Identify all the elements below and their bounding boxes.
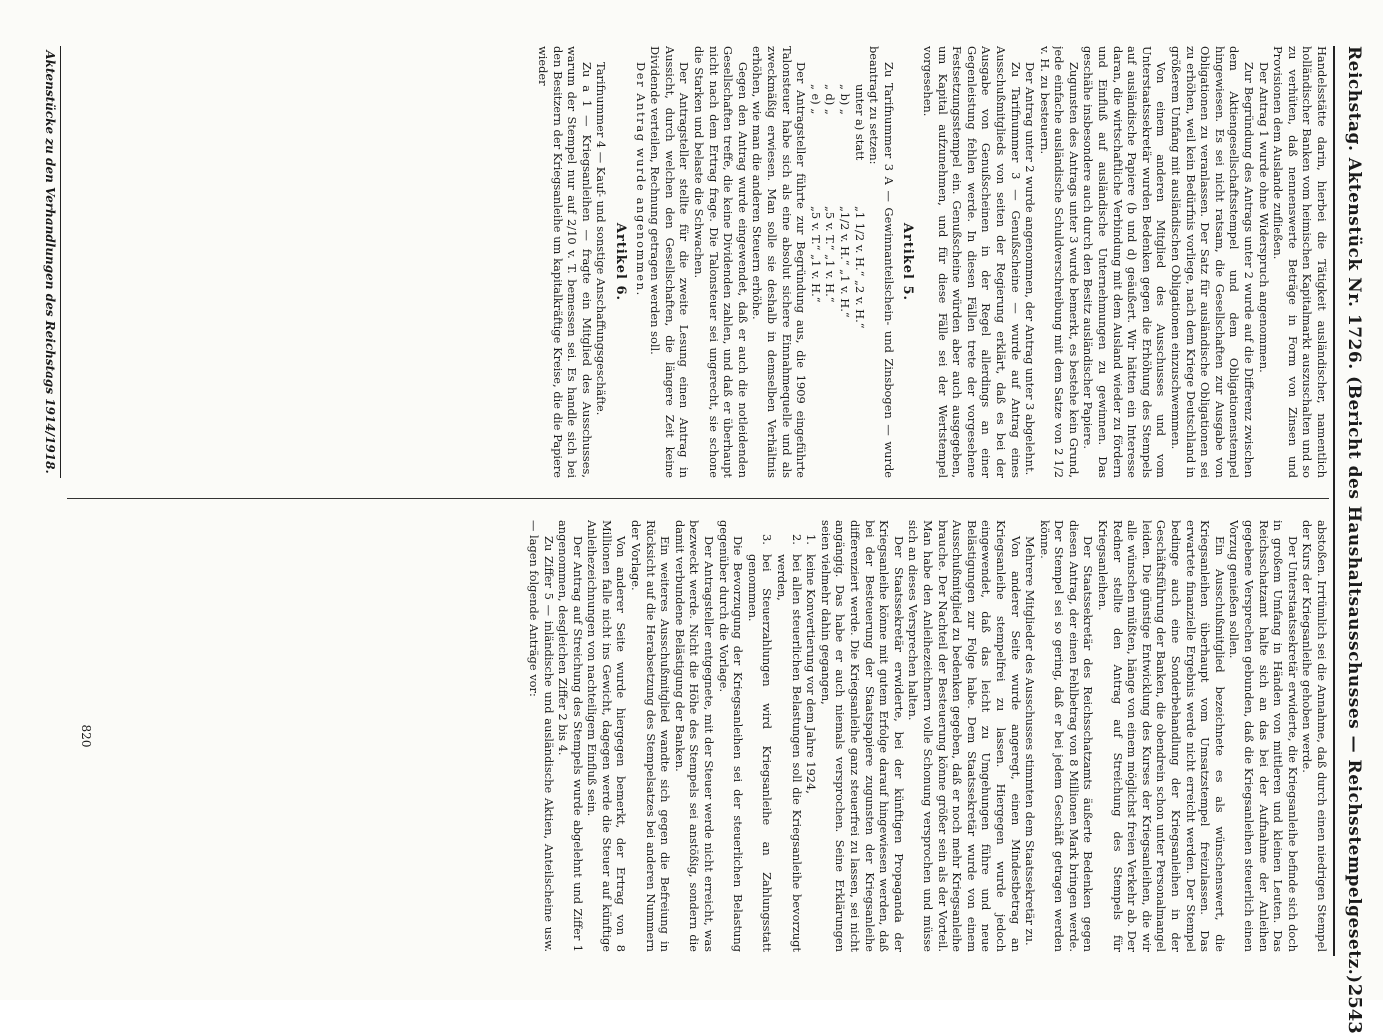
paragraph: Handelsstätte darin, hierbei die Tätigkeit ausländischer, namentlich holländischer Banken vom heimischen Kapitalmarkt auszuschalten und so zu verhüten, daß nennenswerte Beträge in Form von Zinsen und Provisionen dem Auslande zufließen. [1271, 46, 1329, 478]
tariff-value: „5 v. T.“ „1 v. H.“ [808, 206, 823, 303]
page-title: Reichstag. Aktenstück Nr. 1726. (Bericht des Haushaltsausschusses — Reichsstempelgesetz.) [1344, 46, 1364, 984]
list-number: 3. [760, 534, 775, 545]
paragraph: Tarifnummer 4 — Kauf- und sonstige Anschaffungsgeschäfte. [594, 62, 609, 416]
paragraph: Mehrere Mitglieder des Ausschusses stimmten dem Staatssekretär zu. [1023, 536, 1038, 946]
list-number: 2. [789, 534, 804, 545]
paragraph: Die Bevorzugung der Kriegsanleihen sei der steuerlichen Belastung gegenüber durch die Vorlage. [716, 520, 746, 952]
paragraph: abstoßen. Irrtümlich sei die Annahme, daß durch einen niedrigen Stempel der Kurs der Kriegsanleihe gehoben werde. [1300, 520, 1329, 952]
folio-number: 820 [79, 724, 93, 748]
left-column [67, 46, 1329, 478]
column-divider [67, 498, 1329, 499]
page-number: 2543 [1344, 983, 1365, 1034]
paragraph: Ein Ausschußmitglied bezeichnete es als wünschenswert, die Kriegsanleihen überhaupt vom Umsatzstempel freizulassen. Das erwartete finanzielle Ergebnis werde nicht erreicht werden. Der Stempel bedinge auch eine Sonderbehandlung der Kriegsanleihen in der Geschäftsführung der Banken, die obendrein schon unter Personalmangel leiden. Die günstige Entwicklung des Kurses der Kriegsanleihen, die wir alle wünschen müßten, hänge von einem möglichst freien Verkehr ab. Der Redner stellte den Antrag auf Streichung des Stempels für Kriegsanleihen. [1096, 520, 1227, 952]
paragraph: Der Antrag auf Streichung des Stempels wurde abgelehnt und Ziffer 1 angenommen, desgleichen Ziffer 2 bis 4. [556, 520, 585, 952]
paragraph: Zu Ziffer 5 — inländische und ausländische Aktien, Anteilscheine usw. — lagen folgende Anträge vor: [526, 520, 556, 952]
list-item [804, 520, 819, 952]
tariff-line [808, 46, 823, 478]
tariff-value: „5 v. T.“ „1 v. H.“ [823, 206, 838, 303]
paragraph: Zu Tarifnummer 3 A — Gewinnanteilschein- und Zinsbogen — wurde beantragt zu setzen: [867, 46, 896, 478]
section-heading: Artikel 6. [613, 222, 629, 302]
paragraph: Zu Tarifnummer 3 — Genußscheine — wurde auf Antrag eines Ausschußmitglieds von seiten der Regierung erklärt, daß es bei der Ausgabe von Genußscheinen in der Regel allerdings an einer Gegenleistung fehlen werde. In diesen Fällen trete der vorgesehene Festsetzungsstempel ein. Genußscheine würden aber auch ausgegeben, um Kapital aufzunehmen, und für diese Fälle sei der Wertstempel vorgesehen. [920, 46, 1023, 478]
tariff-label: unter a) statt [852, 84, 867, 161]
paragraph: Der Antragsteller stellte für die zweite Lesung einen Antrag in Aussicht, durch welchen den Gesellschaften, die längere Zeit keine Dividende verteilen, Rechnung getragen werden soll. [648, 46, 692, 478]
page-header [1333, 46, 1365, 1034]
paragraph: Von anderer Seite wurde hiergegen bemerkt, der Ertrag von 8 Millionen falle nicht ins Gewicht, dagegen werde die Steuer auf künftige Anleihezeichnungen von nachteiligem Einfluß sein. [585, 520, 629, 952]
tariff-line [823, 46, 838, 478]
tariff-label: „ d) „ [823, 84, 838, 115]
list-text: keine Konvertierung vor dem Jahre 1924, [804, 554, 819, 794]
tariff-value: „1/2 v. H.“ „1 v. H.“ [838, 206, 852, 318]
tariff-label: „ b) „ [838, 84, 852, 115]
paragraph: Der Antragsteller führte zur Begründung aus, die 1909 eingeführte Talonsteuer habe sich als eine absolut sichere Einnahmequelle und als zweckmäßig erwiesen. Man solle sie deshalb in demselben Verhältnis erhöhen, wie man die anderen Steuern erhöhe. [750, 46, 809, 478]
paragraph: Zur Begründung des Antrags unter 2 wurde auf die Differenz zwischen dem Aktiengesellschaftsstempel und dem Obligationenstempel hingewiesen. Es sei nicht ratsam, die Gesellschaften zur Ausgabe von Obligationen zu veranlassen. Der Satz für ausländische Obligationen sei zu erhöhen, weil kein Bedürfnis vorliege, nach dem Kriege Deutschland in größerem Umfang mit ausländischen Obligationen einzuschwemmen. [1169, 46, 1257, 478]
paragraph: Der Unterstaatssekretär erwiderte, die Kriegsanleihe befinde sich doch in großem Umfang in Händen von mittleren und kleinen Leuten. Das Reichsschatzamt halte sich an das bei der Aufnahme der Anleihen gegebene Versprechen gebunden, daß die Kriegsanleihen steuerlich einen Vorzug genießen sollen. [1227, 520, 1300, 952]
paragraph: Gegen den Antrag wurde eingewendet, daß er auch die notleidenden Gesellschaften treffe, die keine Dividenden zahlen, und daß er überhaupt nicht nach dem Ertrag frage. Die Talonsteuer sei ungerecht, sie schone die Starken und belaste die Schwachen. [692, 46, 750, 478]
paragraph: Der Antrag wurde angenommen. [633, 62, 648, 297]
list-item [774, 520, 803, 952]
tariff-value: „1 1/2 v. H.“ „2 v. H.“ [852, 206, 867, 329]
paragraph: Der Antrag unter 2 wurde angenommen, der Antrag unter 3 abgelehnt. [1023, 62, 1038, 476]
page-footer: Aktenstücke zu den Verhandlungen des Reichstags 1914/1918. [43, 46, 61, 478]
paragraph: Der Antrag 1 wurde ohne Widerspruch angenommen. [1256, 62, 1271, 373]
tariff-line [837, 46, 852, 478]
paragraph: Der Staatssekretär des Reichsschatzamts äußerte Bedenken gegen diesen Antrag, der einen Fehlbetrag von 8 Millionen Mark bringen werde. Der Stempel sei so gering, daß er bei jedem Geschäft getragen werden könne. [1037, 520, 1096, 952]
list-number: 1. [804, 534, 819, 545]
right-column [67, 520, 1329, 952]
paragraph: Zugunsten des Antrags unter 3 wurde bemerkt, es bestehe kein Grund, jede einfache ausländische Schuldverschreibung mit dem Satze von 2 1/2 v. H. zu besteuern. [1037, 46, 1081, 478]
paragraph: Zu a 1 — Kriegsanleihen — fragte ein Mitglied des Ausschusses, warum der Stempel nur auf 2/10 v. T. bemessen sei. Es handle sich bei den Besitzern der Kriegsanleihe um kapitalkräftige Kreise, die die Papiere wieder [536, 46, 594, 478]
list-item [745, 520, 774, 952]
paragraph: Der Antragsteller entgegnete, mit der Steuer werde nicht erreicht, was bezweckt werde. Nicht die Höhe des Stempels sei anstößig, sondern die damit verbundene Belästigung der Banken. [672, 520, 717, 952]
paragraph: Ein weiteres Ausschußmitglied wandte sich gegen die Befreiung in Rücksicht auf die Herabsetzung des Stempelsatzes bei anderen Nummern der Vorlage. [629, 520, 673, 952]
tariff-line [852, 46, 867, 478]
paragraph: Von einem anderen Mitglied des Ausschusses und vom Unterstaatssekretär wurden Bedenken gegen die Erhöhung des Stempels auf ausländische Papiere (b und d) geäußert. Wir hätten ein Interesse daran, die wirtschaftliche Verbindung mit dem Ausland wieder zu fördern und Einfluß auf ausländische Unternehmungen zu gewinnen. Das geschähe insbesondere auch durch den Besitz ausländischer Papiere. [1081, 46, 1169, 478]
section-heading: Artikel 5. [900, 222, 916, 302]
list-text: bei Steuerzahlungen wird Kriegsanleihe an Zahlungsstatt genommen. [745, 554, 775, 952]
paragraph: Der Staatssekretär erwiderte, bei der künftigen Propaganda der Kriegsanleihe könne mit gutem Erfolge darauf hingewiesen werden, daß bei der Besteuerung der Staatspapiere zugunsten der Kriegsanleihe differenziert werde. Die Kriegsanleihe ganz steuerfrei zu lassen, sei nicht angängig. Das habe er auch niemals versprochen. Seine Erklärungen seien vielmehr dahin gegangen, [818, 520, 906, 952]
list-text: bei allen steuerlichen Belastungen soll die Kriegsanleihe bevorzugt werden, [775, 554, 804, 952]
tariff-label: „ e) „ [808, 84, 823, 115]
paragraph: Von anderer Seite wurde angeregt, einen Mindestbetrag an Kriegsanleihe stempelfrei zu lassen. Hiergegen wurde jedoch eingewendet, daß das leicht zu Umgehungen führe und neue Belästigungen zur Folge habe. Dem Staatssekretär wurde von einem Ausschußmitglied zu bedenken gegeben, daß er noch mehr Kriegsanleihe brauche. Der Nachteil der Besteuerung könne größer sein als der Vorteil. Man habe den Anleihezeichnern volle Schonung versprochen und müsse sich an dieses Versprechen halten. [906, 520, 1023, 952]
